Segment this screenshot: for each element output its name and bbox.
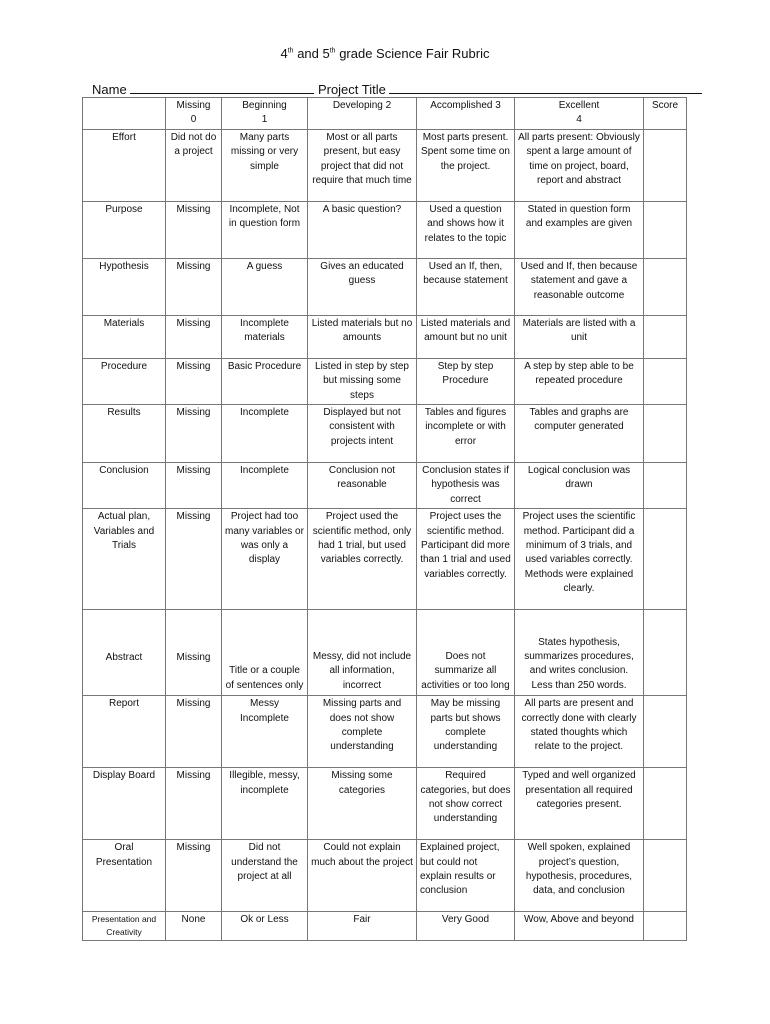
row-results	[83, 405, 687, 463]
cell-developing: Could not explain much about the project	[308, 840, 417, 912]
score-cell[interactable]	[644, 463, 687, 509]
cell-excellent: Logical conclusion was drawn	[515, 463, 644, 509]
criterion-label: Purpose	[83, 201, 166, 258]
cell-accomplished: Explained project, but could not explain results or conclusion	[417, 840, 515, 912]
cell-developing: Project used the scientific method, only had 1 trial, but used variables correctly.	[308, 509, 417, 610]
criterion-label: Conclusion	[83, 463, 166, 509]
cell-beginning: Incomplete, Not in question form	[222, 201, 308, 258]
row-hypothesis	[83, 258, 687, 315]
cell-developing: Displayed but not consistent with projects intent	[308, 405, 417, 463]
cell-beginning: Messy Incomplete	[222, 696, 308, 768]
cell-missing: Did not do a project	[166, 129, 222, 201]
cell-developing: Conclusion not reasonable	[308, 463, 417, 509]
cell-accomplished: Conclusion states if hypothesis was correct	[417, 463, 515, 509]
cell-excellent: Materials are listed with a unit	[515, 315, 644, 358]
cell-missing: Missing	[166, 696, 222, 768]
name-blank[interactable]	[130, 82, 314, 94]
cell-beginning: Illegible, messy, incomplete	[222, 768, 308, 840]
cell-missing: Missing	[166, 610, 222, 696]
cell-accomplished: Project uses the scientific method. Participant did more than 1 trial and used variables correctly.	[417, 509, 515, 610]
score-cell[interactable]	[644, 768, 687, 840]
cell-beginning: Incomplete materials	[222, 315, 308, 358]
score-cell[interactable]	[644, 912, 687, 941]
score-cell[interactable]	[644, 509, 687, 610]
cell-developing: Missing parts and does not show complete understanding	[308, 696, 417, 768]
score-cell[interactable]	[644, 840, 687, 912]
cell-developing: Listed in step by step but missing some steps	[308, 358, 417, 404]
cell-missing: Missing	[166, 258, 222, 315]
name-label: Name	[92, 82, 127, 97]
cell-missing: Missing	[166, 315, 222, 358]
row-report	[83, 696, 687, 768]
cell-accomplished: Does not summarize all activities or too long	[417, 610, 515, 696]
cell-accomplished: Tables and figures incomplete or with error	[417, 405, 515, 463]
score-cell[interactable]	[644, 610, 687, 696]
cell-missing: Missing	[166, 201, 222, 258]
criterion-label: Procedure	[83, 358, 166, 404]
criterion-label: Effort	[83, 129, 166, 201]
score-cell[interactable]	[644, 201, 687, 258]
cell-excellent: A step by step able to be repeated procedure	[515, 358, 644, 404]
header-accomplished: Accomplished 3	[417, 98, 515, 130]
cell-developing: Missing some categories	[308, 768, 417, 840]
criterion-label: Oral Presentation	[83, 840, 166, 912]
cell-excellent: Wow, Above and beyond	[515, 912, 644, 941]
cell-beginning: Incomplete	[222, 463, 308, 509]
header-score: Score	[644, 98, 687, 130]
row-purpose	[83, 201, 687, 258]
criterion-label: Results	[83, 405, 166, 463]
score-cell[interactable]	[644, 358, 687, 404]
cell-excellent: States hypothesis, summarizes procedures, and writes conclusion. Less than 250 words.	[515, 610, 644, 696]
cell-accomplished: Required categories, but does not show correct understanding	[417, 768, 515, 840]
cell-excellent: Typed and well organized presentation all required categories present.	[515, 768, 644, 840]
cell-excellent: Project uses the scientific method. Participant did a minimum of 3 trials, and used variables correctly. Methods were explained clearly.	[515, 509, 644, 610]
cell-accomplished: Most parts present. Spent some time on the project.	[417, 129, 515, 201]
criterion-label: Hypothesis	[83, 258, 166, 315]
project-title-label: Project Title	[317, 82, 386, 97]
cell-beginning: Many parts missing or very simple	[222, 129, 308, 201]
row-actual-plan	[83, 509, 687, 610]
header-developing: Developing 2	[308, 98, 417, 130]
name-and-title-line	[92, 82, 702, 97]
criterion-label: Abstract	[83, 610, 166, 696]
row-procedure	[83, 358, 687, 404]
cell-excellent: All parts present: Obviously spent a large amount of time on project, board, report and abstract	[515, 129, 644, 201]
cell-excellent: Well spoken, explained project’s question, hypothesis, procedures, data, and conclusion	[515, 840, 644, 912]
rubric-table	[82, 97, 687, 941]
cell-excellent: Tables and graphs are computer generated	[515, 405, 644, 463]
cell-beginning: Ok or Less	[222, 912, 308, 941]
cell-developing: Gives an educated guess	[308, 258, 417, 315]
row-presentation-creativity	[83, 912, 687, 941]
row-conclusion	[83, 463, 687, 509]
cell-accomplished: May be missing parts but shows complete understanding	[417, 696, 515, 768]
criterion-label: Display Board	[83, 768, 166, 840]
cell-missing: None	[166, 912, 222, 941]
header-excellent: Excellent 4	[515, 98, 644, 130]
header-beginning: Beginning 1	[222, 98, 308, 130]
cell-developing: Fair	[308, 912, 417, 941]
score-cell[interactable]	[644, 258, 687, 315]
cell-beginning: A guess	[222, 258, 308, 315]
cell-accomplished: Very Good	[417, 912, 515, 941]
row-materials	[83, 315, 687, 358]
row-abstract	[83, 610, 687, 696]
header-criterion	[83, 98, 166, 130]
cell-developing: Most or all parts present, but easy project that did not require that much time	[308, 129, 417, 201]
cell-missing: Missing	[166, 768, 222, 840]
score-cell[interactable]	[644, 696, 687, 768]
score-cell[interactable]	[644, 315, 687, 358]
cell-accomplished: Used an If, then, because statement	[417, 258, 515, 315]
cell-beginning: Title or a couple of sentences only	[222, 610, 308, 696]
criterion-label: Actual plan, Variables and Trials	[83, 509, 166, 610]
score-cell[interactable]	[644, 129, 687, 201]
cell-developing: Messy, did not include all information, incorrect	[308, 610, 417, 696]
cell-beginning: Basic Procedure	[222, 358, 308, 404]
cell-excellent: Stated in question form and examples are given	[515, 201, 644, 258]
cell-beginning: Incomplete	[222, 405, 308, 463]
cell-missing: Missing	[166, 463, 222, 509]
cell-accomplished: Used a question and shows how it relates to the topic	[417, 201, 515, 258]
cell-missing: Missing	[166, 358, 222, 404]
cell-accomplished: Step by step Procedure	[417, 358, 515, 404]
criterion-label: Presentation and Creativity	[83, 912, 166, 941]
cell-developing: A basic question?	[308, 201, 417, 258]
cell-excellent: Used and If, then because statement and gave a reasonable outcome	[515, 258, 644, 315]
row-display-board	[83, 768, 687, 840]
cell-accomplished: Listed materials and amount but no unit	[417, 315, 515, 358]
cell-missing: Missing	[166, 840, 222, 912]
cell-beginning: Project had too many variables or was only a display	[222, 509, 308, 610]
cell-missing: Missing	[166, 509, 222, 610]
cell-beginning: Did not understand the project at all	[222, 840, 308, 912]
header-row	[83, 98, 687, 130]
cell-developing: Listed materials but no amounts	[308, 315, 417, 358]
header-missing: Missing 0	[166, 98, 222, 130]
score-cell[interactable]	[644, 405, 687, 463]
row-oral-presentation	[83, 840, 687, 912]
project-title-blank[interactable]	[389, 82, 702, 94]
criterion-label: Report	[83, 696, 166, 768]
criterion-label: Materials	[83, 315, 166, 358]
cell-excellent: All parts are present and correctly done with clearly stated thoughts which relate to the project.	[515, 696, 644, 768]
row-effort	[83, 129, 687, 201]
page-title: 4th and 5th grade Science Fair Rubric	[280, 46, 490, 61]
cell-missing: Missing	[166, 405, 222, 463]
